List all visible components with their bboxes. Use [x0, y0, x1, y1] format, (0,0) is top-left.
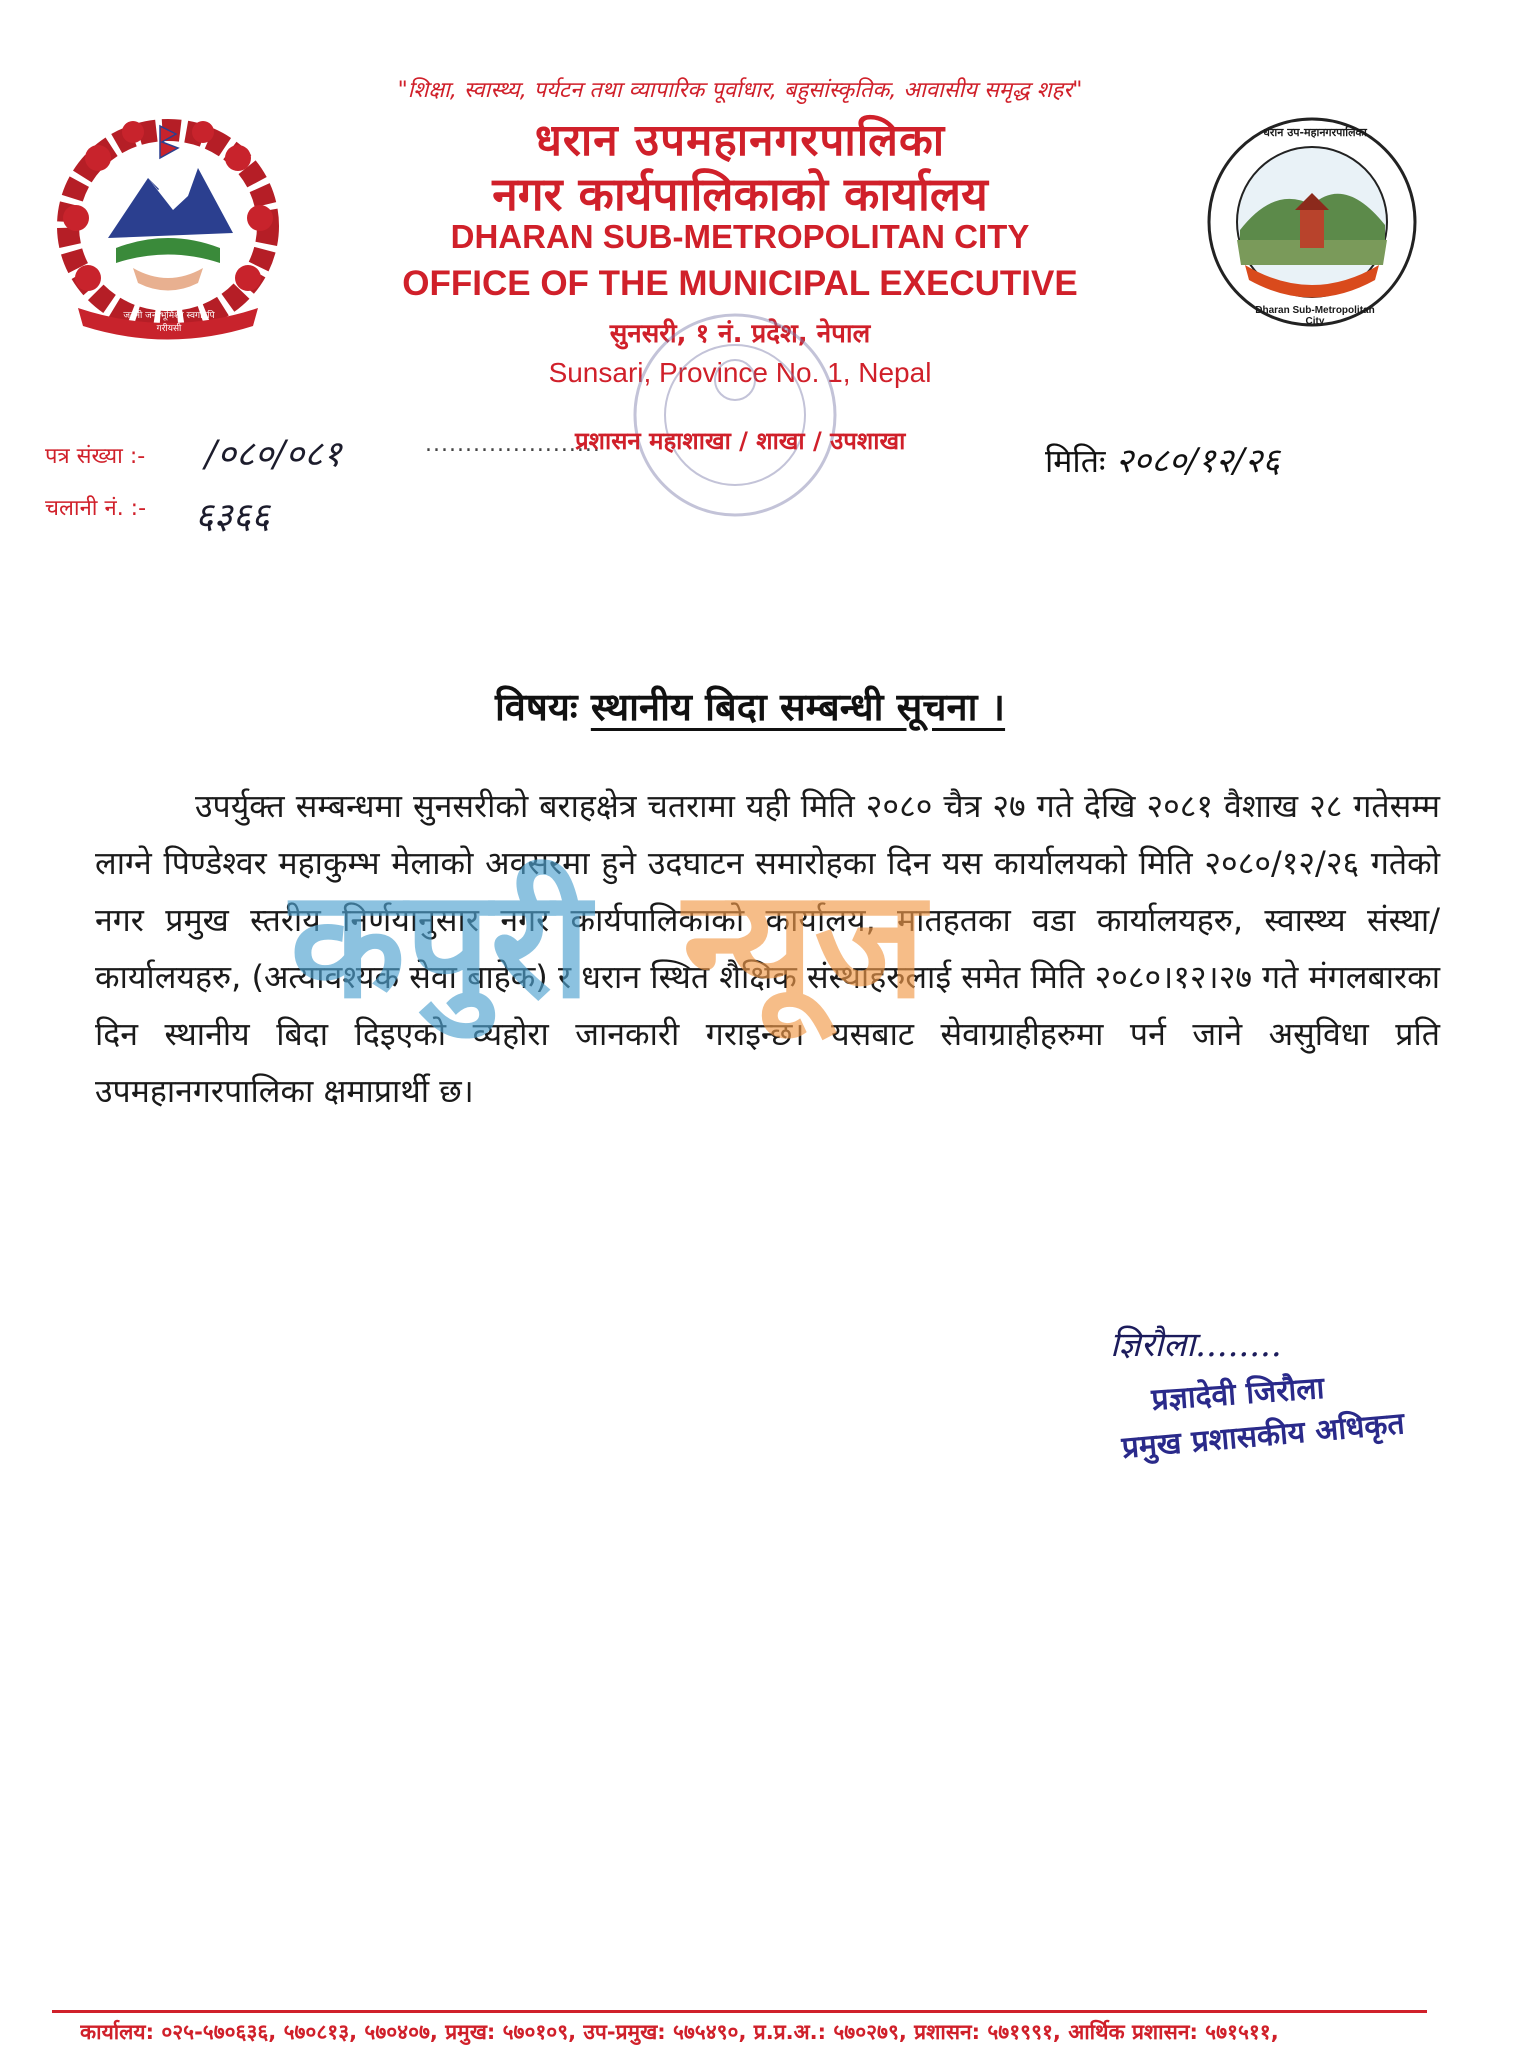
news-watermark [290, 858, 926, 1032]
notice-paragraph: उपर्युक्त सम्बन्धमा सुनसरीको बराहक्षेत्र चतरामा यही मिति २०८० चैत्र २७ गते देखि २०८१ वैशाख २८ गतेसम्म लाग्ने पिण्डेश्वर महाकुम्भ मेलाको अवसरमा हुने उदघाटन समारोहका दिन यस कार्यालयको मिति २०८०/१२/२६ गतेको नगर प्रमुख स्तरीय निर्णयानुसार नगर कार्यपालिकाको कार्यालय, मातहतका वडा कार्यालयहरु, स्वास्थ्य संस्था/कार्यालयहरु, (अत्यावश्यक सेवा बाहेक) र धरान स्थित शैक्षिक संस्थाहरुलाई समेत मिति २०८०।१२।२७ गते मंगलबारका दिन स्थानीय बिदा दिइएको व्यहोरा जानकारी गराइन्छ। यसबाट सेवाग्राहीहरुमा पर्न जाने असुविधा प्रति उपमहानगरपालिका क्षमाप्रार्थी छ। [95, 787, 1440, 1110]
address-np: सुनसरी, १ नं. प्रदेश, नेपाल [609, 319, 871, 349]
footer-divider [52, 2010, 1427, 2013]
dotted-filler: ...................... [425, 432, 601, 457]
emblem-ribbon-text: जननी जन्मभूमिश्च स्वर्गादपि गरीयसी [123, 311, 215, 334]
date-label: मितिः [1045, 442, 1106, 480]
letterhead-motto: "शिक्षा, स्वास्थ्य, पर्यटन तथा व्यापारिक पूर्वाधार, बहुसांस्कृतिक, आवासीय समृद्ध शहर" [397, 78, 1083, 103]
signatory-name: प्रज्ञादेवी जिरौला [1150, 1370, 1326, 1418]
subject-label: विषयः [494, 685, 578, 729]
date-value: २०८०/१२/२६ [1115, 441, 1280, 481]
dispatch-no-label: चलानी नं. :- [45, 496, 147, 521]
logo-text-top: धरान उप-महानगरपालिका [1263, 126, 1367, 139]
address-en: Sunsari, Province No. 1, Nepal [548, 357, 932, 388]
watermark-part2: न्यूज [682, 858, 926, 1032]
office-name-en-line2: OFFICE OF THE MUNICIPAL EXECUTIVE [402, 264, 1078, 303]
subject-text: स्थानीय बिदा सम्बन्धी सूचना । [590, 685, 1006, 729]
office-name-np-line1: धरान उपमहानगरपालिका [534, 115, 946, 166]
signature-scribble: ज्ञिरौला........ [1110, 1325, 1282, 1365]
dharan-city-logo [1205, 115, 1420, 330]
date-field [1045, 436, 1280, 482]
office-stamp [620, 300, 850, 530]
dispatch-no-value: ६३६६ [195, 496, 270, 537]
signatory-title: प्रमुख प्रशासकीय अधिकृत [1120, 1406, 1406, 1466]
nepal-emblem-logo [48, 118, 288, 343]
letter-no-label: पत्र संख्या :- [45, 444, 146, 469]
logo-text-bottom: Dharan Sub-Metropolitan City [1255, 305, 1375, 327]
office-name-np-line2: नगर कार्यपालिकाको कार्यालय [492, 167, 988, 221]
subject-line [300, 680, 1200, 732]
department-line: प्रशासन महाशाखा / शाखा / उपशाखा [575, 427, 906, 455]
watermark-part1: कपुरी [290, 858, 591, 1032]
letter-no-value: /०८०/०८१ [205, 434, 342, 475]
office-name-en-line1: DHARAN SUB-METROPOLITAN CITY [450, 218, 1030, 255]
footer-contacts: कार्यालय: ०२५-५७०६३६, ५७०८१३, ५७०४०७, प्रमुख: ५७०१०९, उप-प्रमुख: ५७५४९०, प्र.प्र.अ.: ५७०२७९, प्रशासन: ५७१९९१, आर्थिक प्रशासन: ५७१५११, [80, 2020, 1279, 2044]
